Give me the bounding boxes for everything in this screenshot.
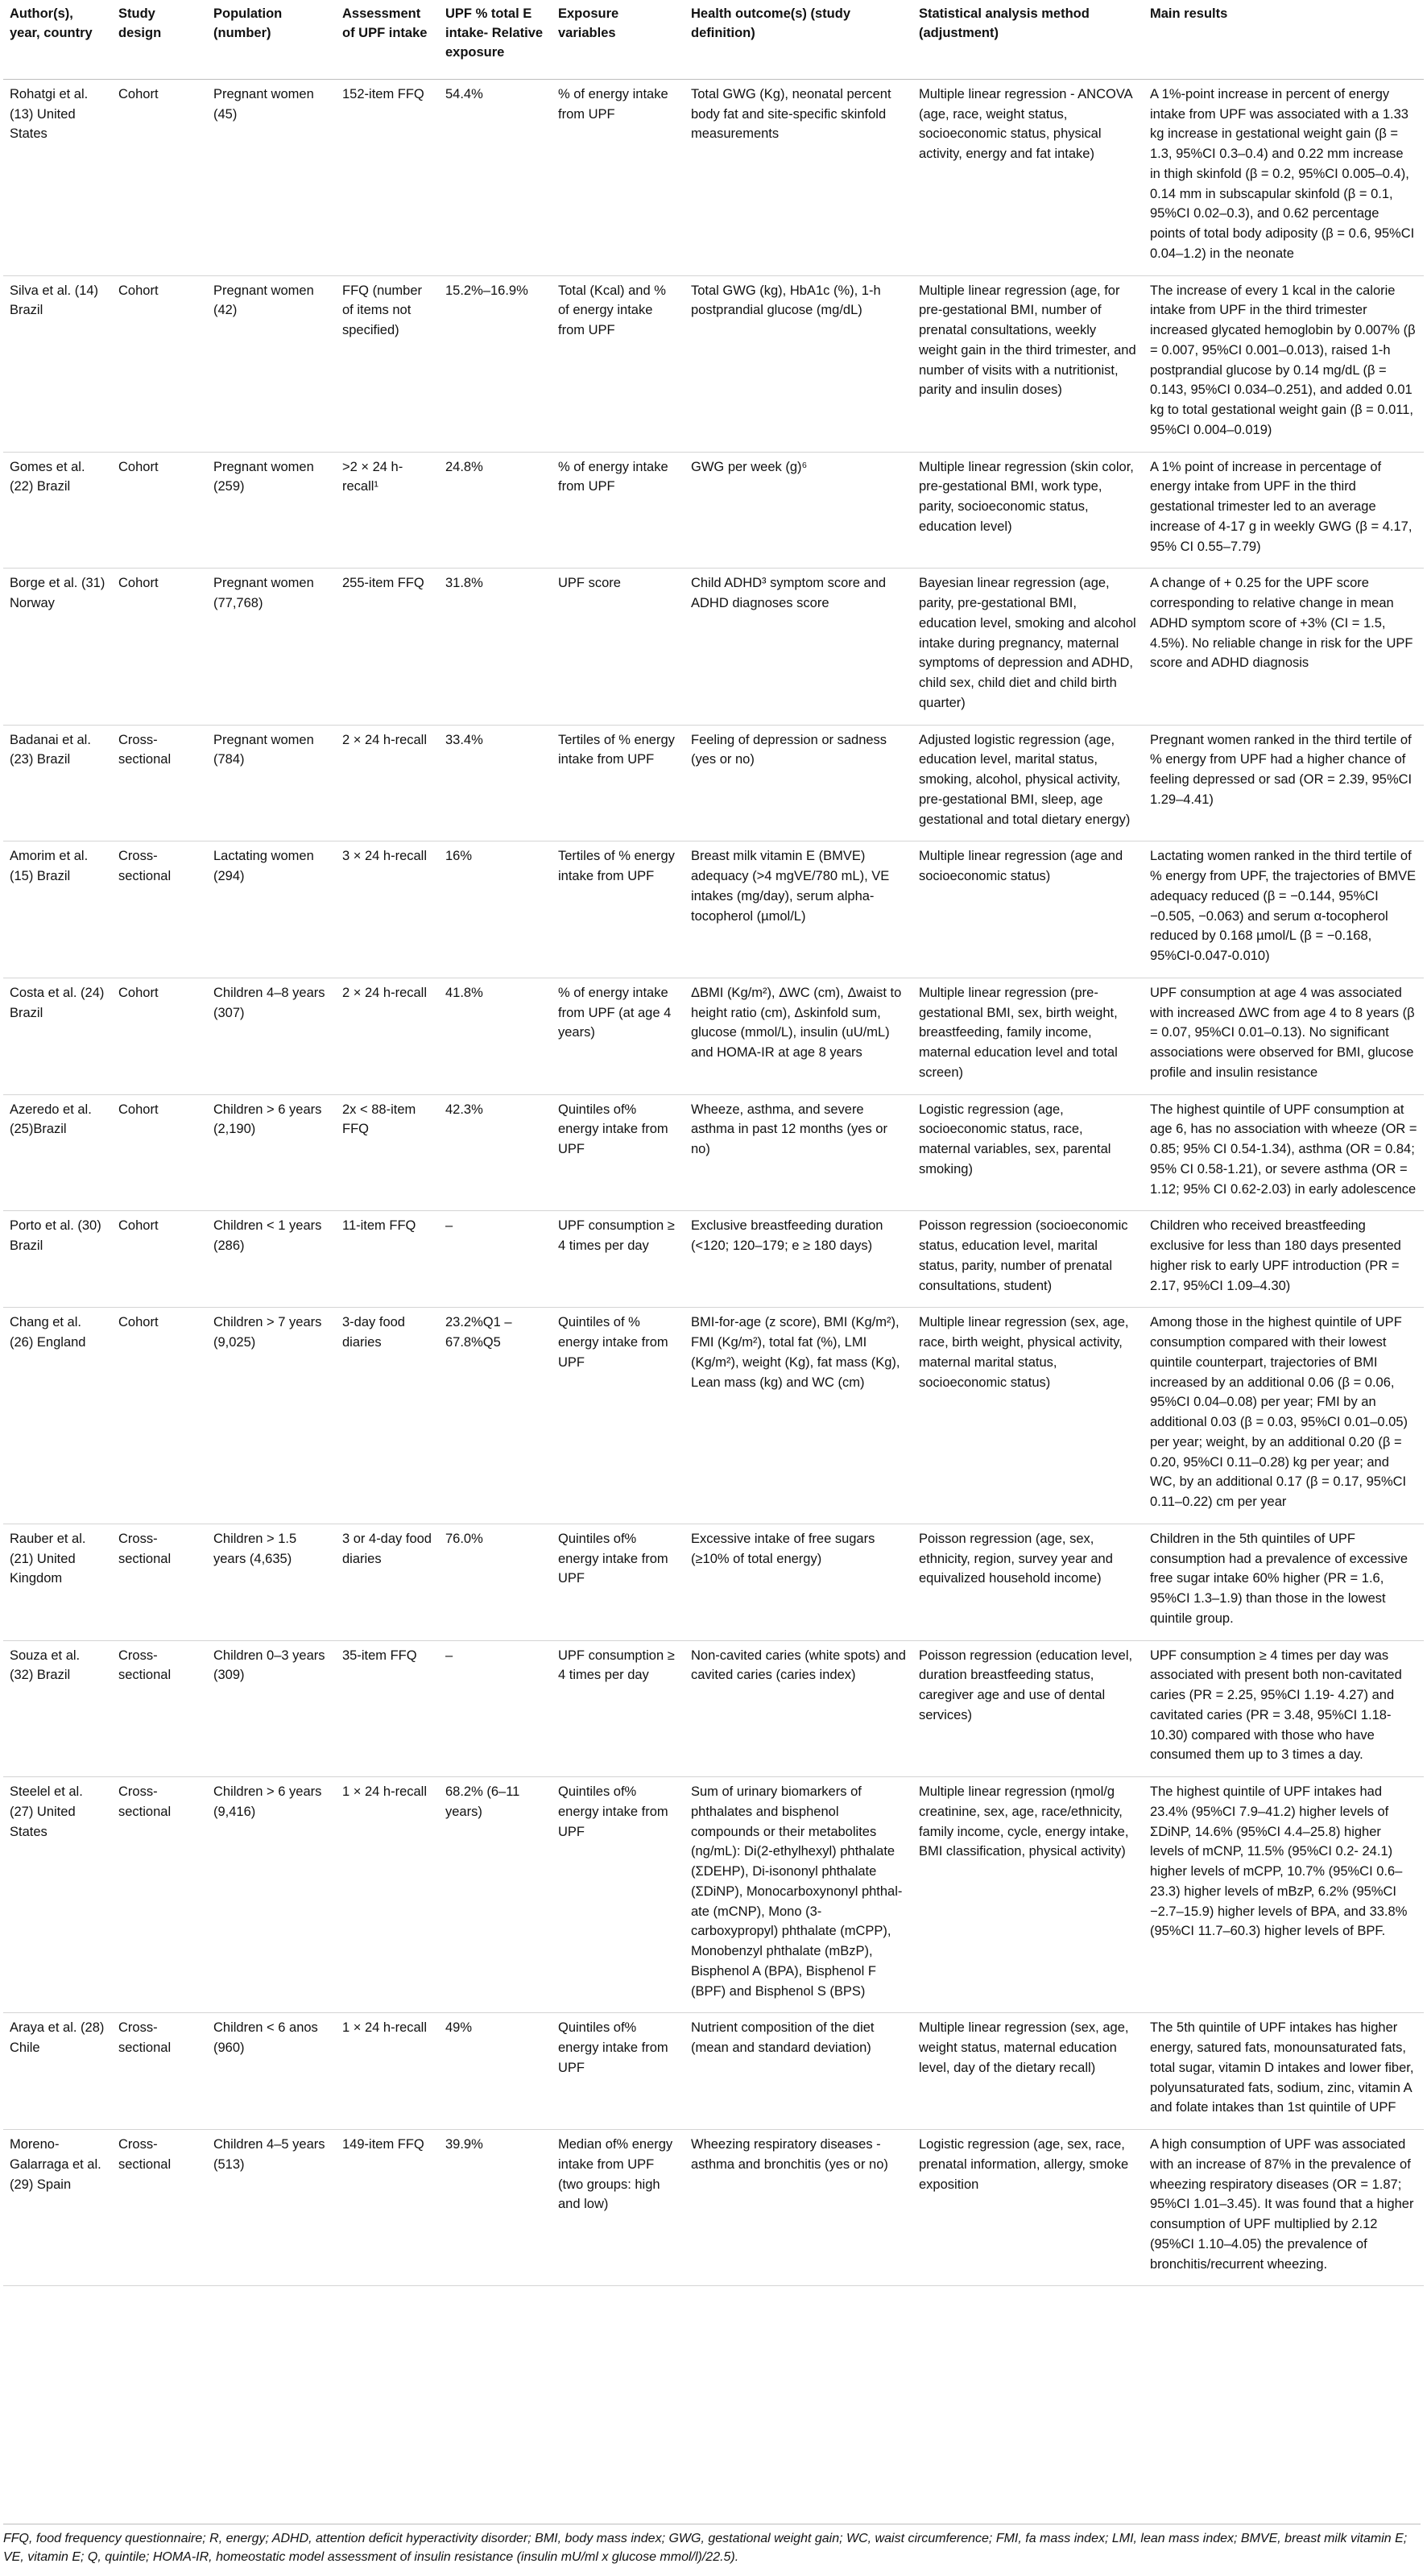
cell-results: Pregnant women ranked in the third tertile of % energy from UPF had a higher chance of feeling depressed or sad (OR = 2.39, 95%CI 1.29–4.41) [1144, 725, 1424, 841]
cell-population: Pregnant women (45) [207, 79, 336, 275]
cell-design: Cohort [112, 79, 207, 275]
cell-design: Cross-sectional [112, 1524, 207, 1640]
cell-exposure: Quintiles of% energy intake from UPF [552, 2013, 685, 2130]
table-row [3, 725, 1424, 841]
col-header-results: Main results [1144, 0, 1424, 79]
cell-author: Souza et al. (32) Brazil [3, 1640, 112, 1777]
table-row [3, 275, 1424, 452]
cell-assessment: 3-day food diaries [336, 1308, 439, 1524]
cell-exposure: Tertiles of % energy intake from UPF [552, 841, 685, 978]
cell-design: Cohort [112, 1211, 207, 1308]
cell-assessment: 11-item FFQ [336, 1211, 439, 1308]
table-row [3, 452, 1424, 569]
cell-upf-percent: 33.4% [439, 725, 552, 841]
cell-upf-percent: – [439, 1640, 552, 1777]
cell-exposure: % of energy intake from UPF [552, 452, 685, 569]
col-header-upf-percent: UPF % total E intake- Relative exposure [439, 0, 552, 79]
studies-table [3, 0, 1424, 2286]
cell-assessment: 255-item FFQ [336, 569, 439, 725]
cell-stats: Multiple linear regression - ANCOVA (age, race, weight status, socioeconomic status, physical activity, energy and fat intake) [912, 79, 1144, 275]
cell-upf-percent: 39.9% [439, 2130, 552, 2286]
cell-results: Children who received breastfeeding exclusive for less than 180 days presented higher risk to early UPF introduction (PR = 2.17, 95%CI 1.09–4.30) [1144, 1211, 1424, 1308]
cell-exposure: Median of% energy intake from UPF (two groups: high and low) [552, 2130, 685, 2286]
cell-population: Children < 6 anos (960) [207, 2013, 336, 2130]
cell-population: Lactating women (294) [207, 841, 336, 978]
cell-stats: Adjusted logistic regression (age, education level, marital status, smoking, alcohol, physical activity, pre-gestational BMI, sleep, age gestational and total dietary energy) [912, 725, 1144, 841]
cell-design: Cross-sectional [112, 1640, 207, 1777]
cell-results: The highest quintile of UPF consumption at age 6, has no association with wheeze (OR = 0.85; 95% CI 0.54-1.34), asthma (OR = 0.84; 95% CI 0.58-1.21), or severe asthma (OR = 1.12; 95% CI 0.62-2.03) in early adolescence [1144, 1094, 1424, 1211]
cell-results: UPF consumption at age 4 was associated with increased ΔWC from age 4 to 8 years (β = 0.07, 95%CI 0.01–0.13). No significant associations were observed for BMI, glucose profile and insulin resistance [1144, 978, 1424, 1094]
table-row [3, 1524, 1424, 1640]
cell-author: Badanai et al. (23) Brazil [3, 725, 112, 841]
cell-outcome: Total GWG (Kg), neonatal percent body fat and site-specific skinfold measurements [685, 79, 912, 275]
cell-upf-percent: 54.4% [439, 79, 552, 275]
cell-outcome: Excessive intake of free sugars (≥10% of total energy) [685, 1524, 912, 1640]
cell-author: Araya et al. (28) Chile [3, 2013, 112, 2130]
table-row [3, 569, 1424, 725]
cell-design: Cohort [112, 1308, 207, 1524]
table-row [3, 79, 1424, 275]
cell-author: Borge et al. (31) Norway [3, 569, 112, 725]
cell-upf-percent: 16% [439, 841, 552, 978]
cell-population: Children 4–8 years (307) [207, 978, 336, 1094]
col-header-population: Population (number) [207, 0, 336, 79]
cell-stats: Multiple linear regression (age, for pre-gestational BMI, number of prenatal consultations, weekly weight gain in the third trimester, and number of visits with a nutritionist, parity and insulin doses) [912, 275, 1144, 452]
cell-design: Cross-sectional [112, 725, 207, 841]
cell-design: Cohort [112, 1094, 207, 1211]
cell-assessment: >2 × 24 h-recall¹ [336, 452, 439, 569]
cell-author: Costa et al. (24) Brazil [3, 978, 112, 1094]
table-row [3, 2130, 1424, 2286]
cell-stats: Multiple linear regression (sex, age, weight status, maternal education level, day of the dietary recall) [912, 2013, 1144, 2130]
col-header-author: Author(s), year, country [3, 0, 112, 79]
cell-author: Moreno-Galarraga et al. (29) Spain [3, 2130, 112, 2286]
cell-upf-percent: 15.2%–16.9% [439, 275, 552, 452]
cell-stats: Multiple linear regression (pre-gestational BMI, sex, birth weight, breastfeeding, family income, maternal education level and total screen) [912, 978, 1144, 1094]
cell-population: Children > 6 years (2,190) [207, 1094, 336, 1211]
cell-population: Pregnant women (259) [207, 452, 336, 569]
cell-stats: Logistic regression (age, socioeconomic status, race, maternal variables, sex, parental smoking) [912, 1094, 1144, 1211]
cell-population: Children > 6 years (9,416) [207, 1777, 336, 2013]
cell-outcome: Sum of urinary biomarkers of phthalates and bisphenol compounds or their metabolites (ng/mL): Di(2-ethylhexyl) phthalate (ΣDEHP), Di-isononyl phthalate (ΣDiNP), Monocarboxynonyl phthal-ate (mCNP), Mono (3-carboxypropyl) phthalate (mCPP), Monobenzyl phthalate (mBzP), Bisphenol A (BPA), Bisphenol F (BPF) and Bisphenol S (BPS) [685, 1777, 912, 2013]
cell-exposure: Tertiles of % energy intake from UPF [552, 725, 685, 841]
cell-outcome: Feeling of depression or sadness (yes or no) [685, 725, 912, 841]
cell-outcome: BMI-for-age (z score), BMI (Kg/m²), FMI (Kg/m²), total fat (%), LMI (Kg/m²), weight (Kg), fat mass (Kg), Lean mass (kg) and WC (cm) [685, 1308, 912, 1524]
cell-author: Silva et al. (14) Brazil [3, 275, 112, 452]
cell-results: A 1% point of increase in percentage of energy intake from UPF in the third gestational trimester led to an average increase of 4-17 g in weekly GWG (β = 4.17, 95% CI 0.55–7.79) [1144, 452, 1424, 569]
cell-exposure: % of energy intake from UPF [552, 79, 685, 275]
cell-upf-percent: 31.8% [439, 569, 552, 725]
cell-stats: Poisson regression (age, sex, ethnicity, region, survey year and equivalized household income) [912, 1524, 1144, 1640]
cell-results: Lactating women ranked in the third tertile of % energy from UPF, the trajectories of BMVE adequacy reduced (β = −0.144, 95%CI −0.505, −0.063) and serum α-tocopherol reduced by 0.168 µmol/L (β = −0.168, 95%CI-0.047-0.010) [1144, 841, 1424, 978]
cell-stats: Multiple linear regression (age and socioeconomic status) [912, 841, 1144, 978]
col-header-exposure: Exposure variables [552, 0, 685, 79]
cell-outcome: Total GWG (kg), HbA1c (%), 1-h postprandial glucose (mg/dL) [685, 275, 912, 452]
cell-results: A 1%-point increase in percent of energy intake from UPF was associated with a 1.33 kg increase in gestational weight gain (β = 1.3, 95%CI 0.3–0.4) and 0.22 mm increase in thigh skinfold (β = 0.2, 95%CI 0.005–0.4), 0.14 mm in subscapular skinfold (β = 0.1, 95%CI 0.02–0.3), and 0.62 percentage points of total body adiposity (β = 0.6, 95%CI 0.04–1.2) in the neonate [1144, 79, 1424, 275]
table-footnote: FFQ, food frequency questionnaire; R, energy; ADHD, attention deficit hyperactivity disorder; BMI, body mass index; GWG, gestational weight gain; WC, waist circumference; FMI, fa mass index; LMI, lean mass index; BMVE, breast milk vitamin E; VE, vitamin E; Q, quintile; HOMA-IR, homeostatic model assessment of insulin resistance (insulin mU/ml x glucose mmol/l)/22.5). [3, 2524, 1421, 2566]
cell-outcome: ΔBMI (Kg/m²), ΔWC (cm), Δwaist to height ratio (cm), Δskinfold sum, glucose (mmol/L), insulin (uU/mL) and HOMA-IR at age 8 years [685, 978, 912, 1094]
cell-results: A high consumption of UPF was associated with an increase of 87% in the prevalence of wheezing respiratory diseases (OR = 1.87; 95%CI 1.01–3.45). It was found that a higher consumption of UPF multiplied by 2.12 (95%CI 1.10–4.05) the prevalence of bronchitis/recurrent wheezing. [1144, 2130, 1424, 2286]
cell-exposure: % of energy intake from UPF (at age 4 years) [552, 978, 685, 1094]
cell-exposure: UPF consumption ≥ 4 times per day [552, 1640, 685, 1777]
cell-upf-percent: – [439, 1211, 552, 1308]
cell-design: Cross-sectional [112, 841, 207, 978]
cell-outcome: Wheeze, asthma, and severe asthma in past 12 months (yes or no) [685, 1094, 912, 1211]
cell-results: A change of + 0.25 for the UPF score corresponding to relative change in mean ADHD symptom score of +3% (CI = 1.5, 4.5%). No reliable change in risk for the UPF score and ADHD diagnosis [1144, 569, 1424, 725]
cell-outcome: GWG per week (g)⁶ [685, 452, 912, 569]
cell-assessment: 2 × 24 h-recall [336, 978, 439, 1094]
table-row [3, 1211, 1424, 1308]
cell-population: Pregnant women (784) [207, 725, 336, 841]
table-row [3, 1308, 1424, 1524]
cell-stats: Poisson regression (education level, duration breastfeeding status, caregiver age and use of dental services) [912, 1640, 1144, 1777]
cell-stats: Multiple linear regression (ηmol/g creatinine, sex, age, race/ethnicity, family income, cycle, energy intake, BMI classification, physical activity) [912, 1777, 1144, 2013]
cell-results: The 5th quintile of UPF intakes has higher energy, satured fats, monounsaturated fats, total sugar, vitamin D intakes and lower fiber, polyunsaturated fats, sodium, zinc, vitamin A and folate intakes than 1st quintile of UPF [1144, 2013, 1424, 2130]
cell-results: The increase of every 1 kcal in the calorie intake from UPF in the third trimester increased glycated hemoglobin by 0.007% (β = 0.007, 95%CI 0.001–0.013), raised 1-h postprandial glucose by 0.14 mg/dL (β = 0.143, 95%CI 0.034–0.251), and added 0.01 kg to total gestational weight gain (β = 0.011, 95%CI 0.004–0.019) [1144, 275, 1424, 452]
cell-stats: Bayesian linear regression (age, parity, pre-gestational BMI, education level, smoking and alcohol intake during pregnancy, maternal symptoms of depression and ADHD, child sex, child diet and child birth quarter) [912, 569, 1144, 725]
cell-upf-percent: 42.3% [439, 1094, 552, 1211]
cell-exposure: Quintiles of% energy intake from UPF [552, 1094, 685, 1211]
col-header-design: Study design [112, 0, 207, 79]
cell-upf-percent: 23.2%Q1 – 67.8%Q5 [439, 1308, 552, 1524]
cell-assessment: 1 × 24 h-recall [336, 1777, 439, 2013]
cell-upf-percent: 49% [439, 2013, 552, 2130]
cell-assessment: 3 or 4-day food diaries [336, 1524, 439, 1640]
cell-design: Cohort [112, 452, 207, 569]
cell-outcome: Breast milk vitamin E (BMVE) adequacy (>4 mgVE/780 mL), VE intakes (mg/day), serum alpha-tocopherol (µmol/L) [685, 841, 912, 978]
cell-author: Rohatgi et al. (13) United States [3, 79, 112, 275]
cell-design: Cross-sectional [112, 2013, 207, 2130]
cell-outcome: Exclusive breastfeeding duration (<120; 120–179; e ≥ 180 days) [685, 1211, 912, 1308]
cell-author: Steelel et al. (27) United States [3, 1777, 112, 2013]
table-row [3, 841, 1424, 978]
cell-author: Gomes et al. (22) Brazil [3, 452, 112, 569]
cell-stats: Multiple linear regression (sex, age, race, birth weight, physical activity, maternal marital status, socioeconomic status) [912, 1308, 1144, 1524]
cell-stats: Logistic regression (age, sex, race, prenatal information, allergy, smoke exposition [912, 2130, 1144, 2286]
cell-exposure: UPF consumption ≥ 4 times per day [552, 1211, 685, 1308]
cell-author: Amorim et al. (15) Brazil [3, 841, 112, 978]
cell-author: Rauber et al. (21) United Kingdom [3, 1524, 112, 1640]
cell-assessment: FFQ (number of items not specified) [336, 275, 439, 452]
cell-exposure: Total (Kcal) and % of energy intake from UPF [552, 275, 685, 452]
cell-upf-percent: 68.2% (6–11 years) [439, 1777, 552, 2013]
cell-population: Children > 7 years (9,025) [207, 1308, 336, 1524]
cell-assessment: 152-item FFQ [336, 79, 439, 275]
cell-assessment: 3 × 24 h-recall [336, 841, 439, 978]
cell-results: The highest quintile of UPF intakes had 23.4% (95%CI 7.9–41.2) higher levels of ΣDiNP, 14.6% (95%CI 4.4–25.8) higher levels of mCNP, 11.5% (95%CI 0.2- 24.1) higher levels of mCPP, 10.7% (95%CI 0.6–23.3) higher levels of mBzP, 6.2% (95%CI −2.7–15.9) higher levels of BPA, and 33.8% (95%CI 11.7–60.3) higher levels of BPF. [1144, 1777, 1424, 2013]
cell-exposure: UPF score [552, 569, 685, 725]
cell-assessment: 35-item FFQ [336, 1640, 439, 1777]
table-row [3, 1640, 1424, 1777]
cell-exposure: Quintiles of% energy intake from UPF [552, 1524, 685, 1640]
cell-population: Pregnant women (42) [207, 275, 336, 452]
cell-design: Cross-sectional [112, 1777, 207, 2013]
cell-author: Chang et al. (26) England [3, 1308, 112, 1524]
cell-exposure: Quintiles of % energy intake from UPF [552, 1308, 685, 1524]
cell-upf-percent: 24.8% [439, 452, 552, 569]
cell-exposure: Quintiles of% energy intake from UPF [552, 1777, 685, 2013]
cell-population: Children 0–3 years (309) [207, 1640, 336, 1777]
cell-stats: Poisson regression (socioeconomic status, education level, marital status, parity, number of prenatal consultations, student) [912, 1211, 1144, 1308]
table-row [3, 978, 1424, 1094]
col-header-assessment: Assessment of UPF intake [336, 0, 439, 79]
cell-results: UPF consumption ≥ 4 times per day was associated with present both non-cavitated caries (PR = 2.25, 95%CI 1.19- 4.27) and cavitated caries (PR = 3.48, 95%CI 1.18- 10.30) compared with those who have consumed them up to 3 times a day. [1144, 1640, 1424, 1777]
cell-outcome: Child ADHD³ symptom score and ADHD diagnoses score [685, 569, 912, 725]
cell-population: Children 4–5 years (513) [207, 2130, 336, 2286]
col-header-stats: Statistical analysis method (adjustment) [912, 0, 1144, 79]
cell-outcome: Non-cavited caries (white spots) and cavited caries (caries index) [685, 1640, 912, 1777]
cell-population: Children < 1 years (286) [207, 1211, 336, 1308]
cell-author: Azeredo et al. (25)Brazil [3, 1094, 112, 1211]
table-row [3, 1777, 1424, 2013]
cell-design: Cross-sectional [112, 2130, 207, 2286]
table-header-row [3, 0, 1424, 79]
cell-outcome: Nutrient composition of the diet (mean and standard deviation) [685, 2013, 912, 2130]
cell-population: Pregnant women (77,768) [207, 569, 336, 725]
cell-population: Children > 1.5 years (4,635) [207, 1524, 336, 1640]
cell-assessment: 2 × 24 h-recall [336, 725, 439, 841]
col-header-outcome: Health outcome(s) (study definition) [685, 0, 912, 79]
cell-outcome: Wheezing respiratory diseases - asthma and bronchitis (yes or no) [685, 2130, 912, 2286]
cell-assessment: 149-item FFQ [336, 2130, 439, 2286]
cell-assessment: 2x < 88-item FFQ [336, 1094, 439, 1211]
cell-design: Cohort [112, 275, 207, 452]
cell-design: Cohort [112, 978, 207, 1094]
cell-upf-percent: 41.8% [439, 978, 552, 1094]
cell-author: Porto et al. (30) Brazil [3, 1211, 112, 1308]
table-row [3, 1094, 1424, 1211]
table-body [3, 79, 1424, 2286]
cell-stats: Multiple linear regression (skin color, pre-gestational BMI, work type, parity, socioeconomic status, education level) [912, 452, 1144, 569]
cell-upf-percent: 76.0% [439, 1524, 552, 1640]
cell-design: Cohort [112, 569, 207, 725]
cell-results: Children in the 5th quintiles of UPF consumption had a prevalence of excessive free sugar intake 60% higher (PR = 1.6, 95%CI 1.3–1.9) than those in the lowest quintile group. [1144, 1524, 1424, 1640]
cell-results: Among those in the highest quintile of UPF consumption compared with their lowest quintile counterpart, trajectories of BMI increased by an additional 0.06 (β = 0.06, 95%CI 0.04–0.08) per year; FMI by an additional 0.03 (β = 0.03, 95%CI 0.01–0.05) per year; weight, by an additional 0.20 (β = 0.20, 95%CI 0.11–0.28) kg per year; and WC, by an additional 0.17 (β = 0.17, 95%CI 0.11–0.22) cm per year [1144, 1308, 1424, 1524]
table-row [3, 2013, 1424, 2130]
cell-assessment: 1 × 24 h-recall [336, 2013, 439, 2130]
